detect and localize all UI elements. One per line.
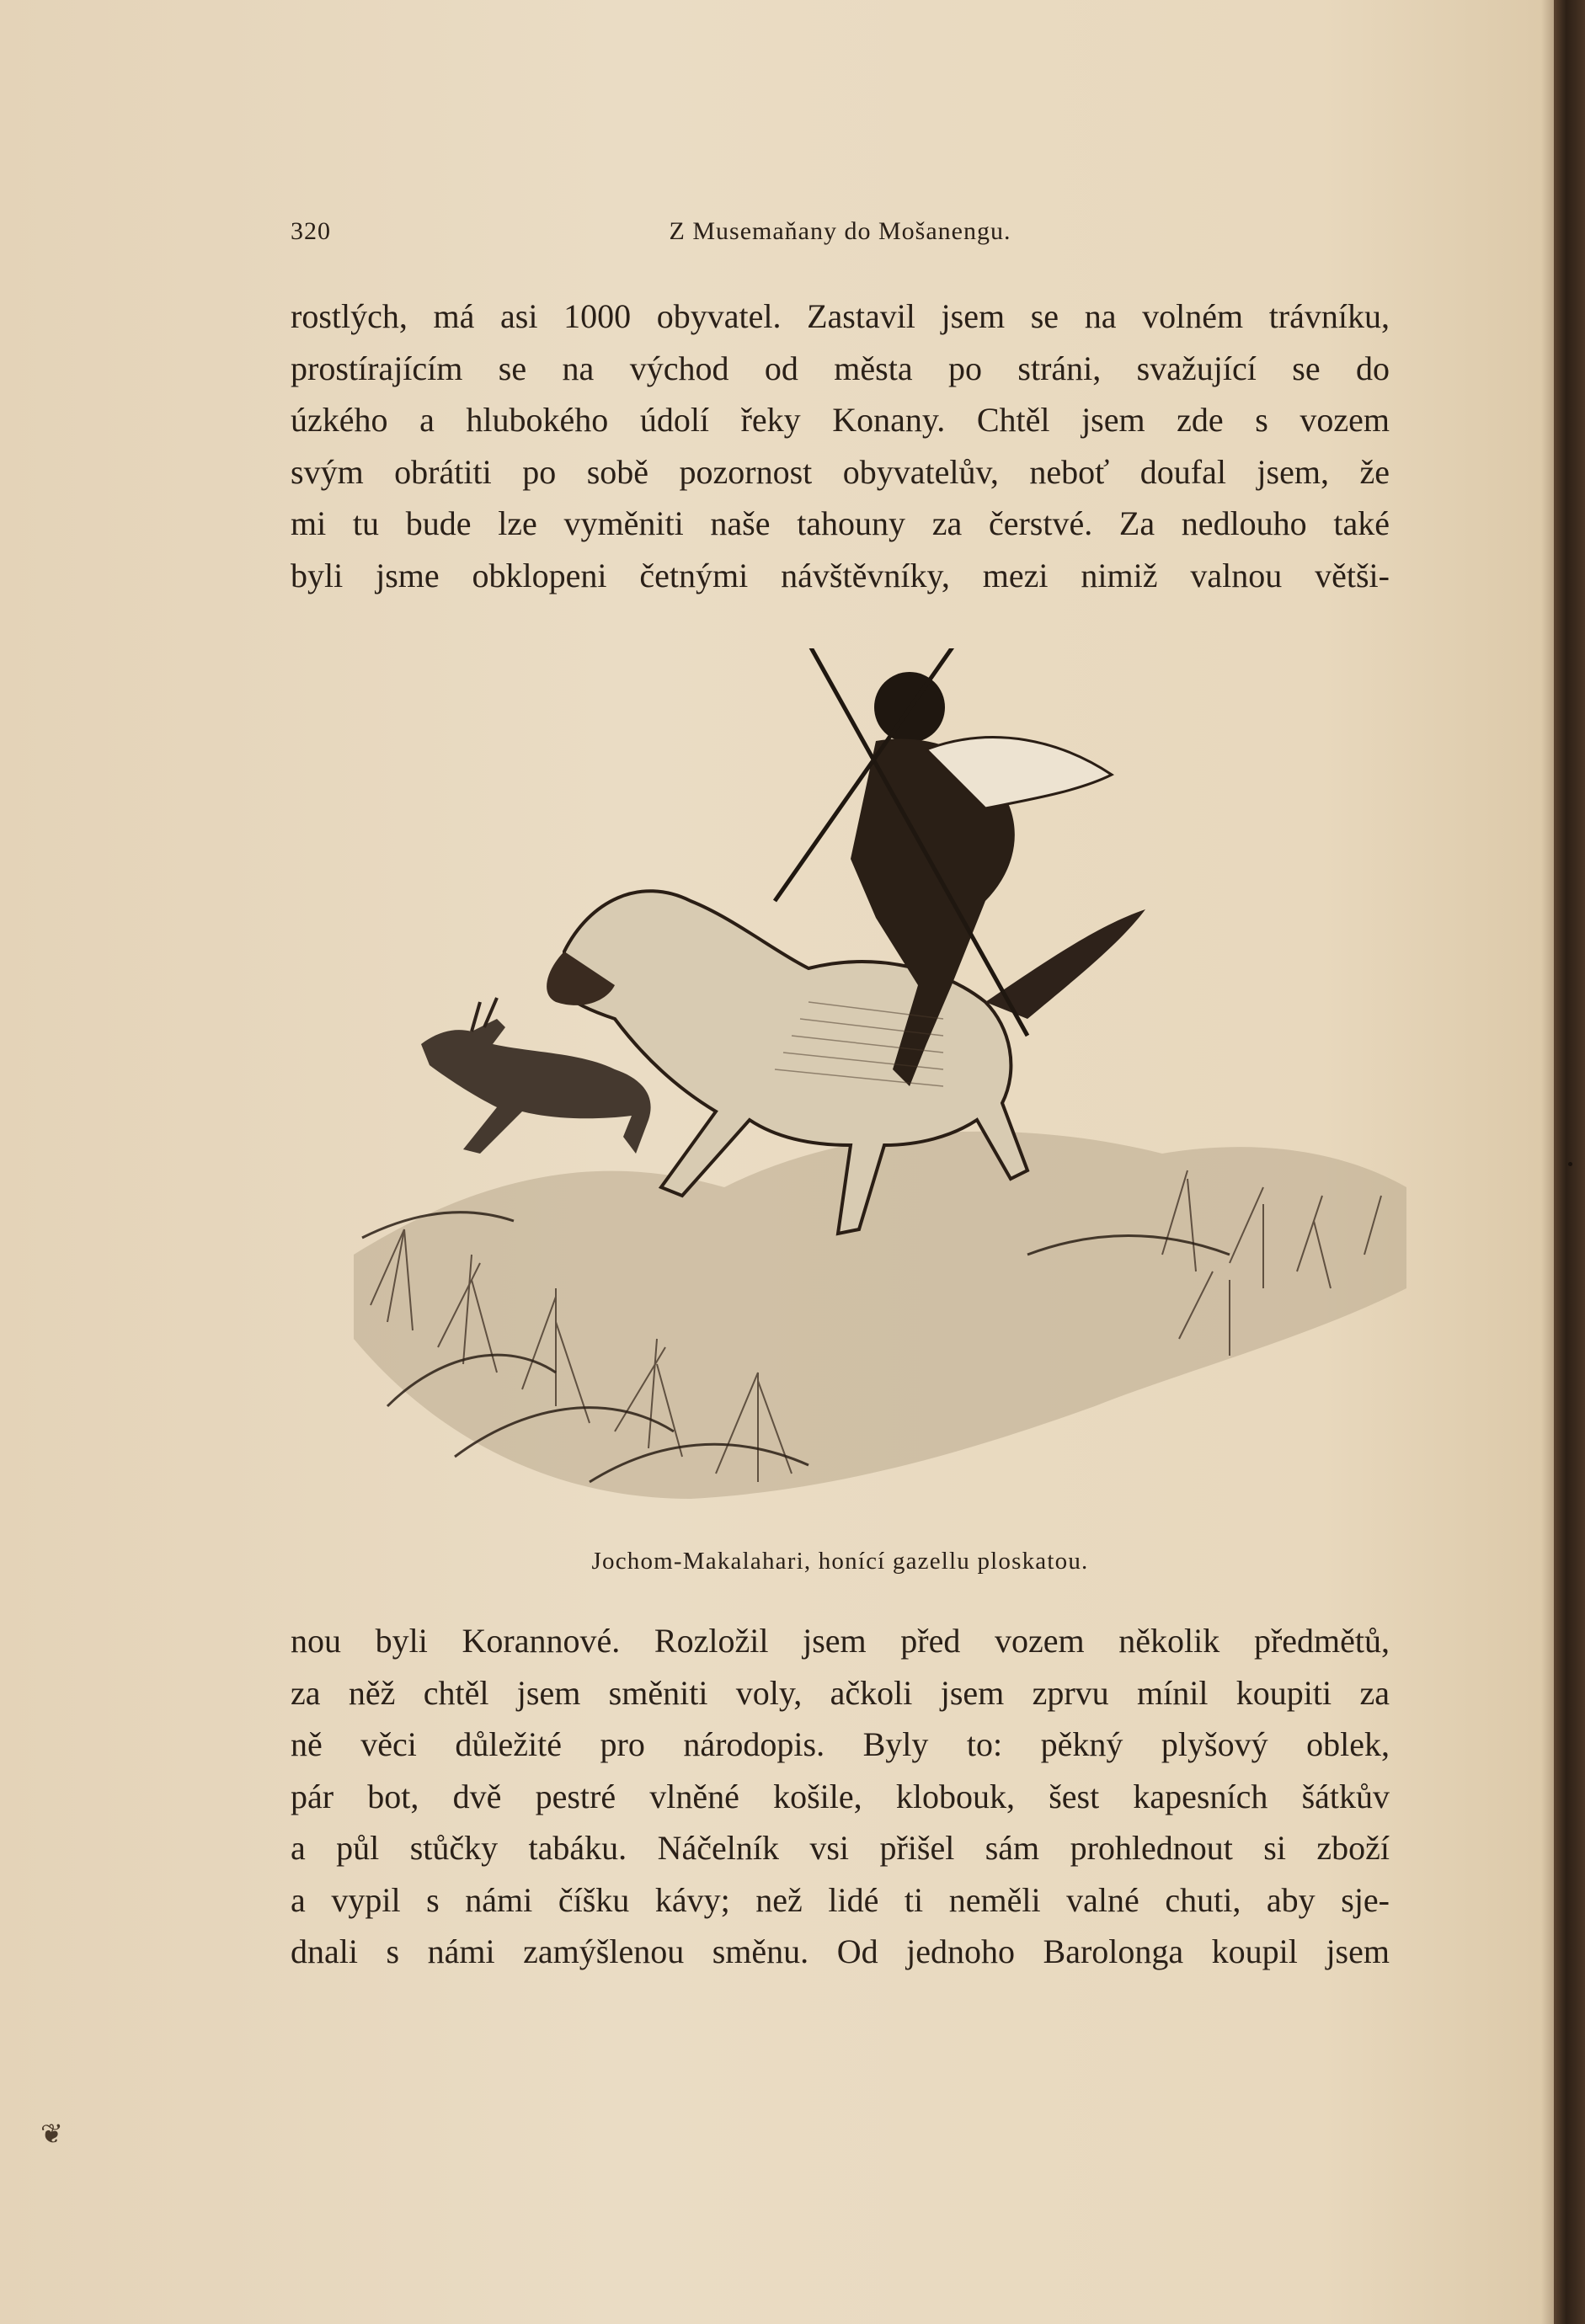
text-line: za něž chtěl jsem směniti voly, ačkoli jsem zprvu mínil koupiti za xyxy=(291,1673,1390,1712)
figure-caption: Jochom-Makalahari, honící gazellu ploskatou. xyxy=(591,1548,1089,1575)
text-line: a půl stůčky tabáku. Náčelník vsi přišel sám prohlednout si zboží xyxy=(291,1829,1390,1867)
margin-ink-smudge-icon: ❦ xyxy=(40,2119,63,2149)
paragraph-top xyxy=(291,290,1390,601)
text-line: úzkého a hlubokého údolí řeky Konany. Chtěl jsem zde s vozem xyxy=(291,401,1390,439)
paragraph-bottom xyxy=(291,1615,1390,1978)
text-line: ně věci důležité pro národopis. Byly to: pěkný plyšový oblek, xyxy=(291,1725,1390,1763)
edge-speck xyxy=(1568,1162,1572,1166)
hunter-on-horse-chasing-gazelle-image xyxy=(337,648,1423,1541)
engraving-illustration xyxy=(337,648,1423,1541)
text-line: pár bot, dvě pestré vlněné košile, klobouk, šest kapesních šátkův xyxy=(291,1777,1390,1815)
text-line: dnali s námi zamýšlenou směnu. Od jednoho Barolonga koupil jsem xyxy=(291,1932,1390,1970)
page-header xyxy=(291,217,1390,251)
text-line: byli jsme obklopeni četnými návštěvníky, mezi nimiž valnou větši- xyxy=(291,556,1390,594)
text-line: prostírajícím se na východ od města po stráni, svažující se do xyxy=(291,349,1390,387)
text-line: svým obrátiti po sobě pozornost obyvatelův, neboť doufal jsem, že xyxy=(291,452,1390,491)
text-line: mi tu bude lze vyměniti naše tahouny za čerstvé. Za nedlouho také xyxy=(291,504,1390,542)
page-gutter-shadow xyxy=(1541,0,1554,2324)
text-line: rostlých, má asi 1000 obyvatel. Zastavil jsem se na volném trávníku, xyxy=(291,297,1390,335)
running-title: Z Musemaňany do Mošanengu. xyxy=(669,217,1011,245)
page-number: 320 xyxy=(291,217,331,245)
text-line: nou byli Korannové. Rozložil jsem před vozem několik předmětů, xyxy=(291,1622,1390,1660)
text-line: a vypil s námi číšku kávy; než lidé ti neměli valné chuti, aby sje- xyxy=(291,1880,1390,1919)
